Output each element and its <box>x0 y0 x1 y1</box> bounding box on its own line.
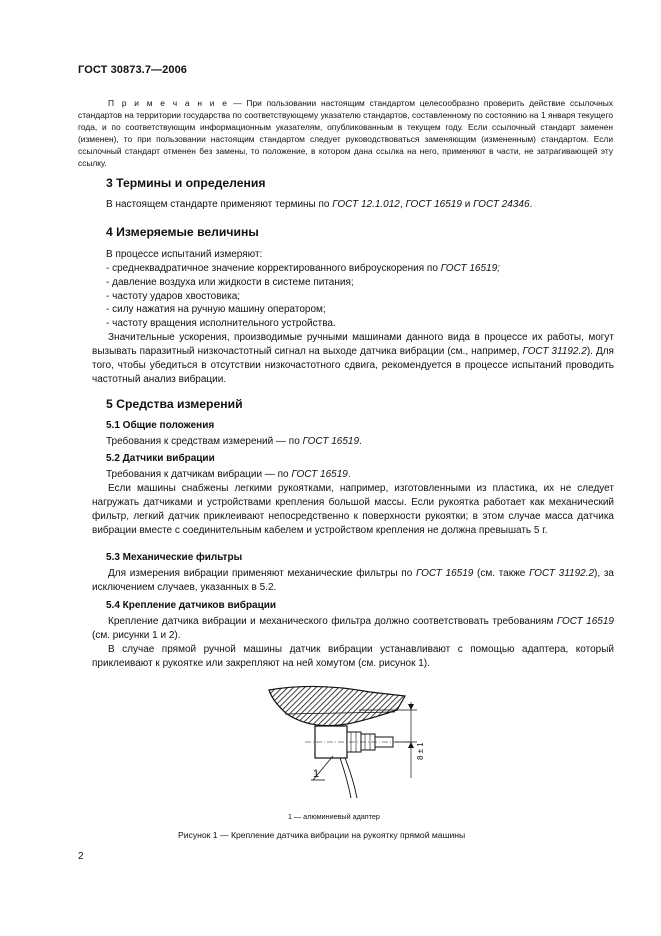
reference: ГОСТ 16519 <box>415 568 474 579</box>
text-run: В настоящем стандарте применяют термины по <box>106 199 333 210</box>
subsection-5-1-title: 5.1 Общие положения <box>106 420 215 431</box>
text-run: Требования к датчикам вибрации — по <box>106 469 292 480</box>
section-4-paragraph <box>92 331 614 387</box>
measured-quantities-list <box>106 262 500 331</box>
text-run: ), за исключением случаев, указанных в 5.2. <box>92 568 614 593</box>
figure-1-drawing <box>255 680 435 800</box>
subsection-5-2-text-a: Требования к датчикам вибрации — по ГОСТ 16519. <box>106 469 351 480</box>
subsection-5-3-title: 5.3 Механические фильтры <box>106 552 243 563</box>
list-item: - давление воздуха или жидкости в системе питания; <box>106 276 354 288</box>
text-run: Значительные ускорения, производимые ручными машинами данного вида в процессе их работы, могут вызывать паразитный низкочастотный сигнал на выходе датчика вибрации (см., например, <box>92 332 614 357</box>
figure-1-legend: 1 — алюминиевый адаптер <box>288 812 380 821</box>
text-run: Крепление датчика вибрации и механического фильтра должно соответствовать требованиям <box>108 616 557 627</box>
subsection-5-3-text <box>92 567 614 595</box>
text-run: , <box>399 199 406 210</box>
section-4-title: 4 Измеряемые величины <box>106 225 259 239</box>
list-item <box>106 262 500 276</box>
note-block <box>78 97 613 169</box>
reference: ГОСТ 31192.2 <box>522 346 587 357</box>
note-label: П р и м е ч а н и е <box>108 98 229 108</box>
section-3-text <box>106 198 628 212</box>
reference: ГОСТ 16519; <box>440 263 500 274</box>
sensor-cable <box>340 758 351 798</box>
reference: ГОСТ 16519 <box>291 469 348 480</box>
section-4-intro: В процессе испытаний измеряют: <box>106 249 263 260</box>
reference: ГОСТ 16519 <box>302 436 360 447</box>
reference: ГОСТ 16519 <box>556 616 614 627</box>
figure-1-caption: Рисунок 1 — Крепление датчика вибрации на рукоятку прямой машины <box>178 830 466 840</box>
reference: ГОСТ 24346 <box>473 199 530 210</box>
reference: ГОСТ 16519 <box>405 199 462 210</box>
note-text: — При пользовании настоящим стандартом целесообразно проверить действие ссылочных стандартов на территории государства по соответствующему указателю стандартов, составленному по состоянию на 1 января текущего года, и по соответствующим информационным указателям, опубликованным в текущем году. Если ссылочный стандарт заменен (изменен), то при пользовании настоящим стандартом следует руководствоваться заменяющим (измененным) стандартом. Если ссылочный стандарт отменен без замены, то положение, в котором дана ссылка на него, применяют в части, не затрагивающей эту ссылку. <box>78 98 613 168</box>
dimension-label: 8 ± 1 <box>416 742 425 760</box>
handle-section <box>269 686 405 725</box>
subsection-5-2-title: 5.2 Датчики вибрации <box>106 453 215 464</box>
text-run: Для измерения вибрации применяют механические фильтры по <box>108 568 416 579</box>
document-header: ГОСТ 30873.7—2006 <box>78 64 188 76</box>
list-item: - силу нажатия на ручную машину оператором; <box>106 304 326 316</box>
subsection-5-4-text-a <box>92 615 614 643</box>
section-5-title: 5 Средства измерений <box>106 397 243 411</box>
section-3-title: 3 Термины и определения <box>106 176 266 190</box>
subsection-5-4-title: 5.4 Крепление датчиков вибрации <box>106 600 277 611</box>
subsection-5-1-text: Требования к средствам измерений — по ГОСТ 16519. <box>106 436 362 447</box>
list-item-text: - среднеквадратичное значение корректированного виброускорения по <box>106 263 441 274</box>
list-item: - частоту вращения исполнительного устройства. <box>106 318 336 330</box>
subsection-5-4-text-b: В случае прямой ручной машины датчик вибрации устанавливают с помощью адаптера, который приклеивают к рукоятке или закрепляют на ней хомутом (см. рисунок 1). <box>92 644 614 669</box>
text-run: . <box>529 199 533 210</box>
text-run: и <box>461 199 474 210</box>
text-run: (см. также <box>473 568 530 579</box>
text-run: Требования к средствам измерений — по <box>106 436 303 447</box>
reference: ГОСТ 12.1.012 <box>332 199 400 210</box>
page-number: 2 <box>78 851 84 862</box>
text-run: ). Для того, чтобы убедиться в отсутствии низкочастотного сдвига, рекомендуется в процессе испытаний проводить частотный анализ вибрации. <box>92 346 614 385</box>
callout-label: 1 <box>313 768 320 780</box>
reference: ГОСТ 31192.2 <box>529 568 595 579</box>
subsection-5-2-text-b: Если машины снабжены легкими рукоятками, например, изготовленными из пластика, их не следует нагружать датчиками и устройствами крепления большой массы. Если рукоятка работает как механический фильтр, легкий датчик приклеивают непосредственно к поверхности рукоятки; в этом случае масса датчика вибрации вместе с соединительным кабелем и устройством крепления не должна превышать 5 г. <box>92 483 614 536</box>
list-item: - частоту ударов хвостовика; <box>106 290 241 302</box>
text-run: (см. рисунки 1 и 2). <box>92 630 181 641</box>
